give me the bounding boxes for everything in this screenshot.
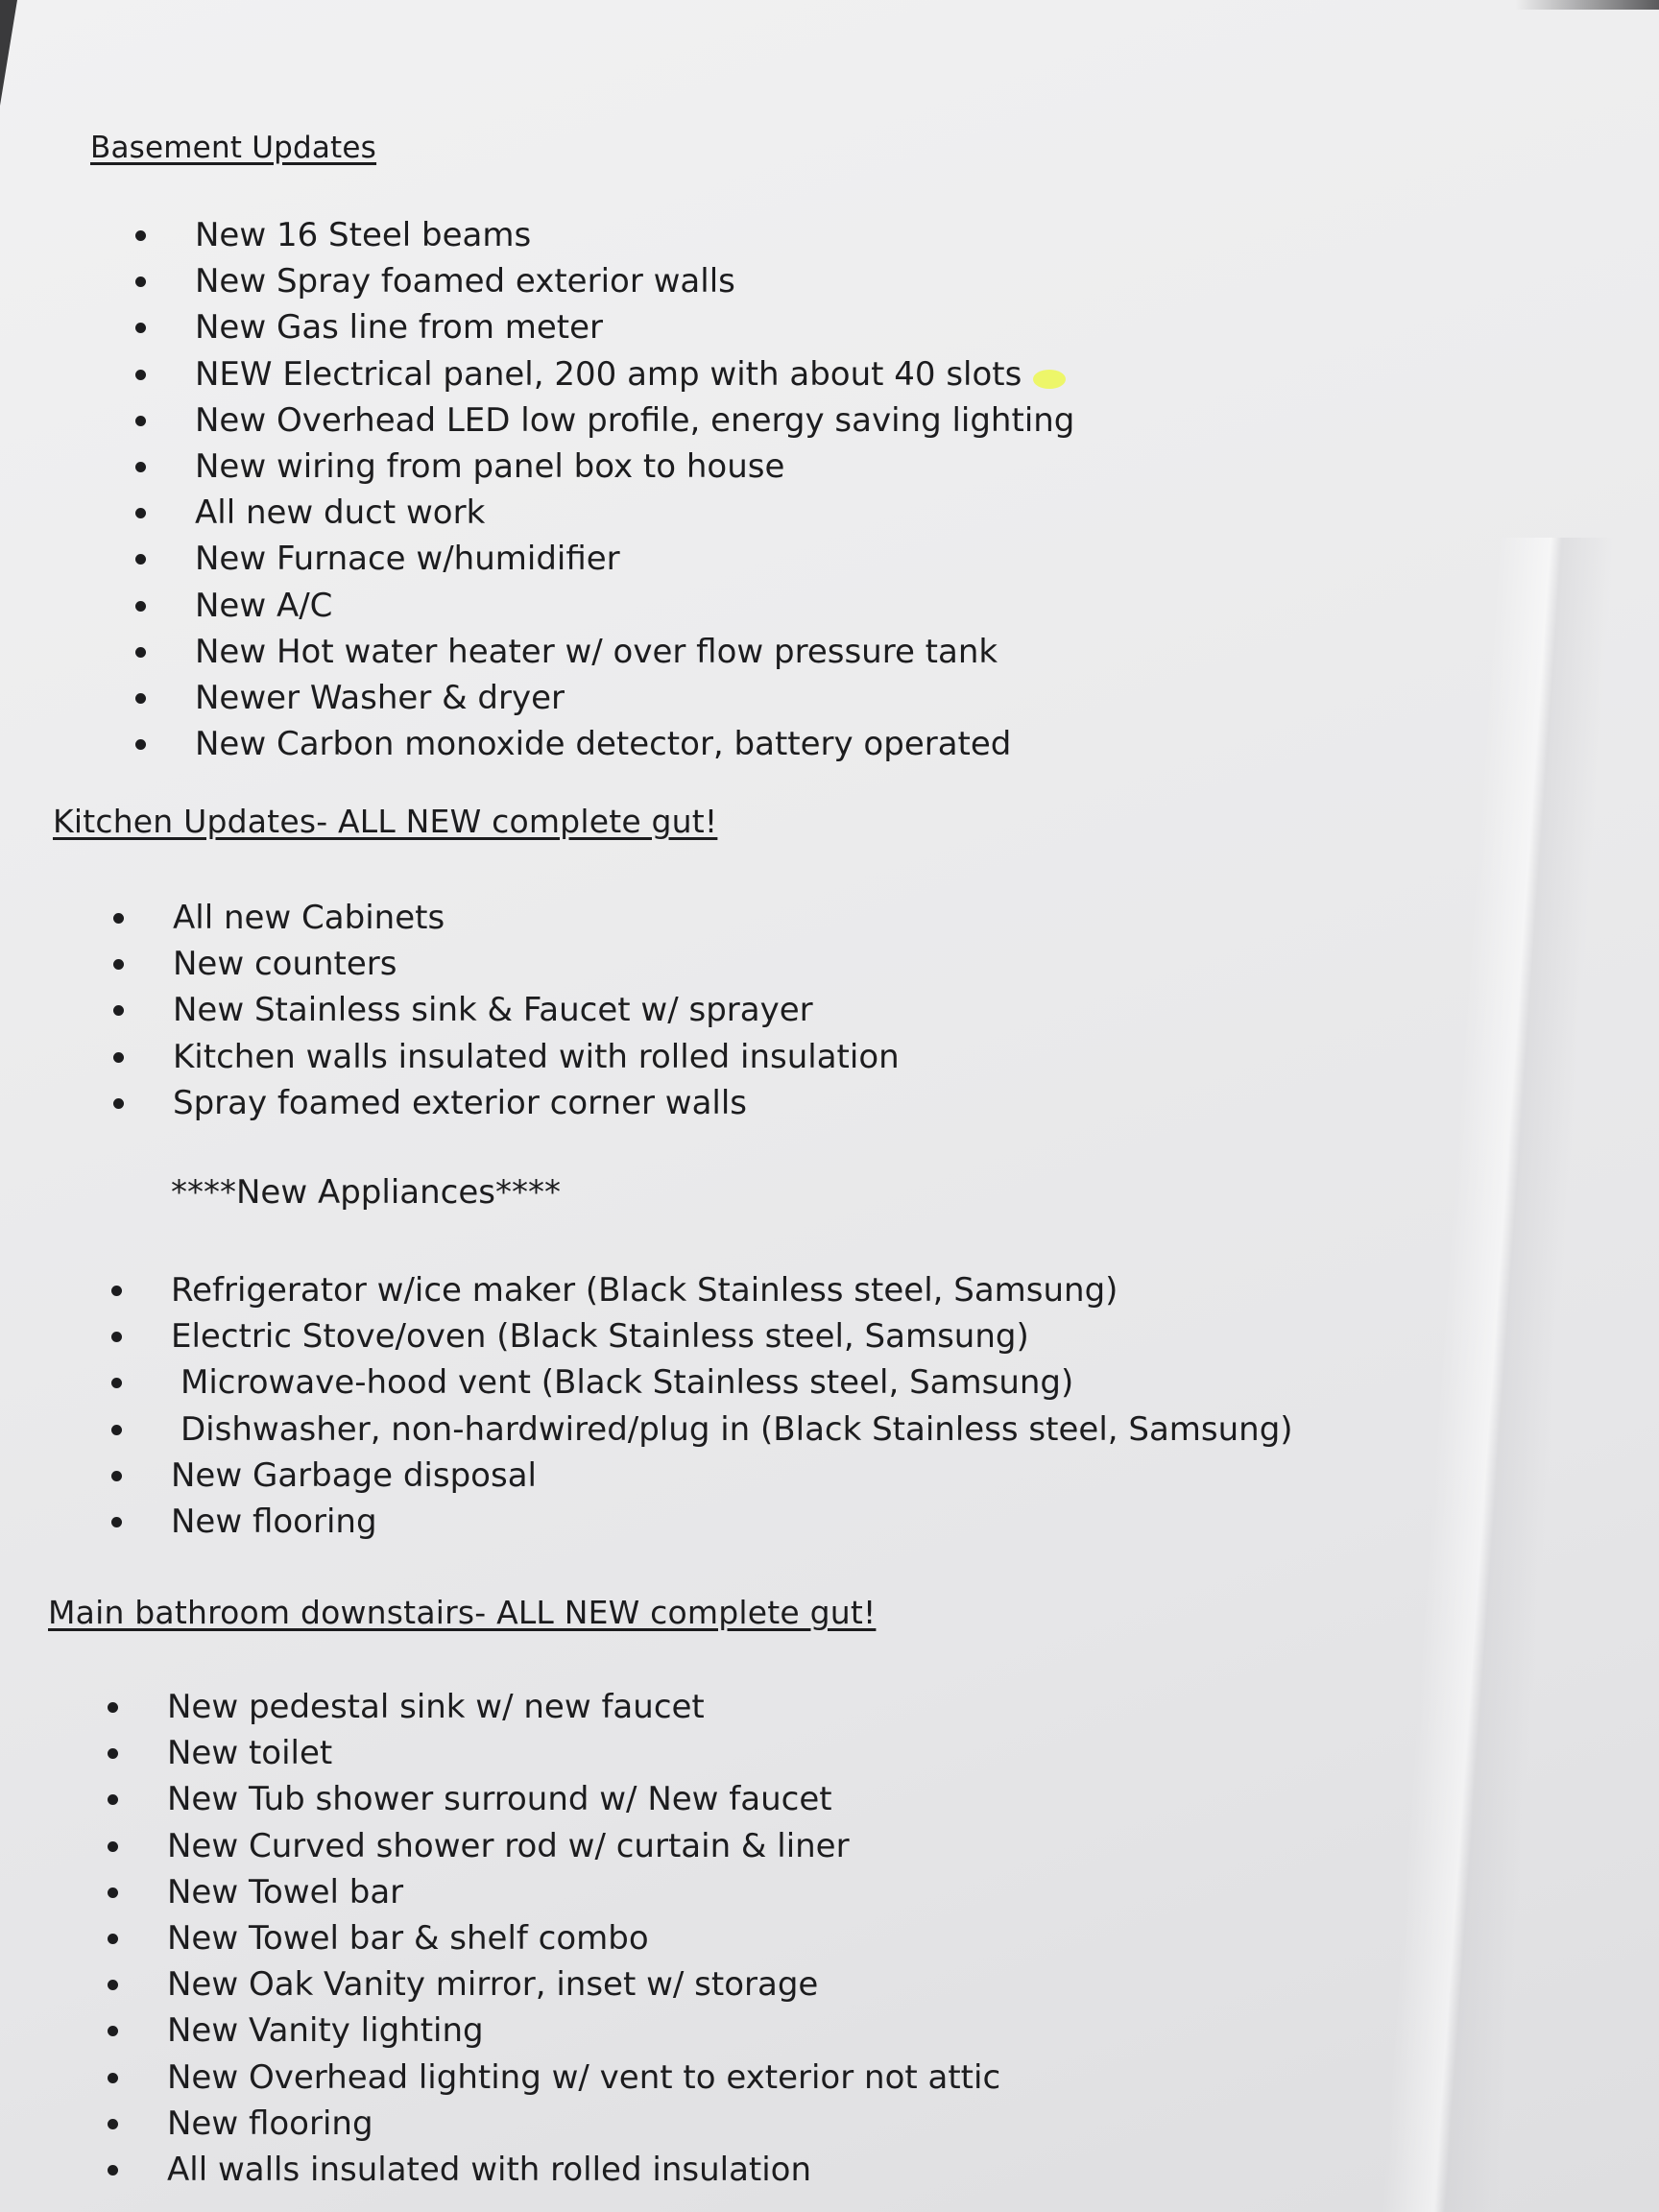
bullet-icon <box>113 1005 124 1016</box>
bullet-icon <box>108 1980 118 1990</box>
bullet-icon <box>108 2073 118 2083</box>
bullet-icon <box>135 323 146 333</box>
bullet-icon <box>135 601 146 612</box>
bullet-icon <box>108 2165 118 2176</box>
bullet-icon <box>135 647 146 658</box>
bullet-icon <box>135 462 146 472</box>
bullet-icon <box>111 1286 122 1296</box>
bullet-icon <box>135 739 146 750</box>
appliances-heading: ****New Appliances**** <box>171 1173 561 1212</box>
kitchen-heading: Kitchen Updates- ALL NEW complete gut! <box>53 803 718 840</box>
bullet-icon <box>135 276 146 287</box>
bullet-icon <box>108 2026 118 2036</box>
bullet-icon <box>113 959 124 970</box>
bullet-icon <box>135 508 146 518</box>
bullet-icon <box>111 1425 122 1435</box>
paper-sheet: Basement Updates New 16 Steel beams New Spray foamed exterior walls New Gas line from meter NEW Electrical panel, 200 amp with about 40 slots New Overhead LED low profile, energy saving lighting New wiring from panel box to house All new duct work New Furnace w/humidifier New A/C New Hot water heater w/ over flow pressure tank Newer Washer & dryer New Carbon monoxide detector, battery operated Kitchen Updates- ALL NEW complete gut! All new Cabinets New counters New Stainless sink & Faucet w/ sprayer Kitchen walls insulated with rolled insulation Spray foamed exterior corner walls ****New Appliances**** Refrigerator w/ice maker (Black Stainless steel, Samsung) Electric Stove/oven (Black Stainless steel, Samsung) Microwave-hood vent (Black Stainless steel, Samsung) Dishwasher, non-hardwired/plug in (Black Stainless steel, Samsung) New Garbage disposal New flooring Main bathroom downstairs- ALL NEW complete gut! New pedestal sink w/ new faucet New toilet New Tub shower surround w/ New faucet New Curved shower rod w/ curtain & liner New Towel bar New Towel bar & shelf combo New Oak Vanity mirror, inset w/ storage New Vanity lighting New Overhead lighting w/ vent to exterior not attic New flooring All walls insulated with rolled insulation <box>0 0 1659 2212</box>
bullet-icon <box>135 554 146 565</box>
background-corner <box>0 0 17 106</box>
bullet-icon <box>108 1841 118 1852</box>
bullet-icon <box>111 1471 122 1481</box>
bullet-icon <box>108 1934 118 1944</box>
bullet-icon <box>111 1378 122 1388</box>
basement-heading: Basement Updates <box>90 131 377 165</box>
bullet-icon <box>113 1098 124 1109</box>
bullet-icon <box>135 230 146 241</box>
bullet-icon <box>135 370 146 380</box>
bullet-icon <box>108 1748 118 1759</box>
bullet-icon <box>108 2119 118 2129</box>
bullet-icon <box>108 1887 118 1898</box>
bullet-icon <box>135 416 146 426</box>
bullet-icon <box>111 1517 122 1527</box>
bullet-icon <box>113 1052 124 1063</box>
bullet-icon <box>135 693 146 704</box>
bullet-icon <box>108 1702 118 1713</box>
bullet-icon <box>111 1332 122 1342</box>
bullet-icon <box>108 1794 118 1805</box>
highlighter-mark <box>1033 370 1066 389</box>
bathroom-heading: Main bathroom downstairs- ALL NEW complete gut! <box>48 1594 877 1631</box>
bullet-icon <box>113 913 124 924</box>
paper-fold <box>1382 538 1614 2212</box>
background-edge <box>1515 0 1659 10</box>
